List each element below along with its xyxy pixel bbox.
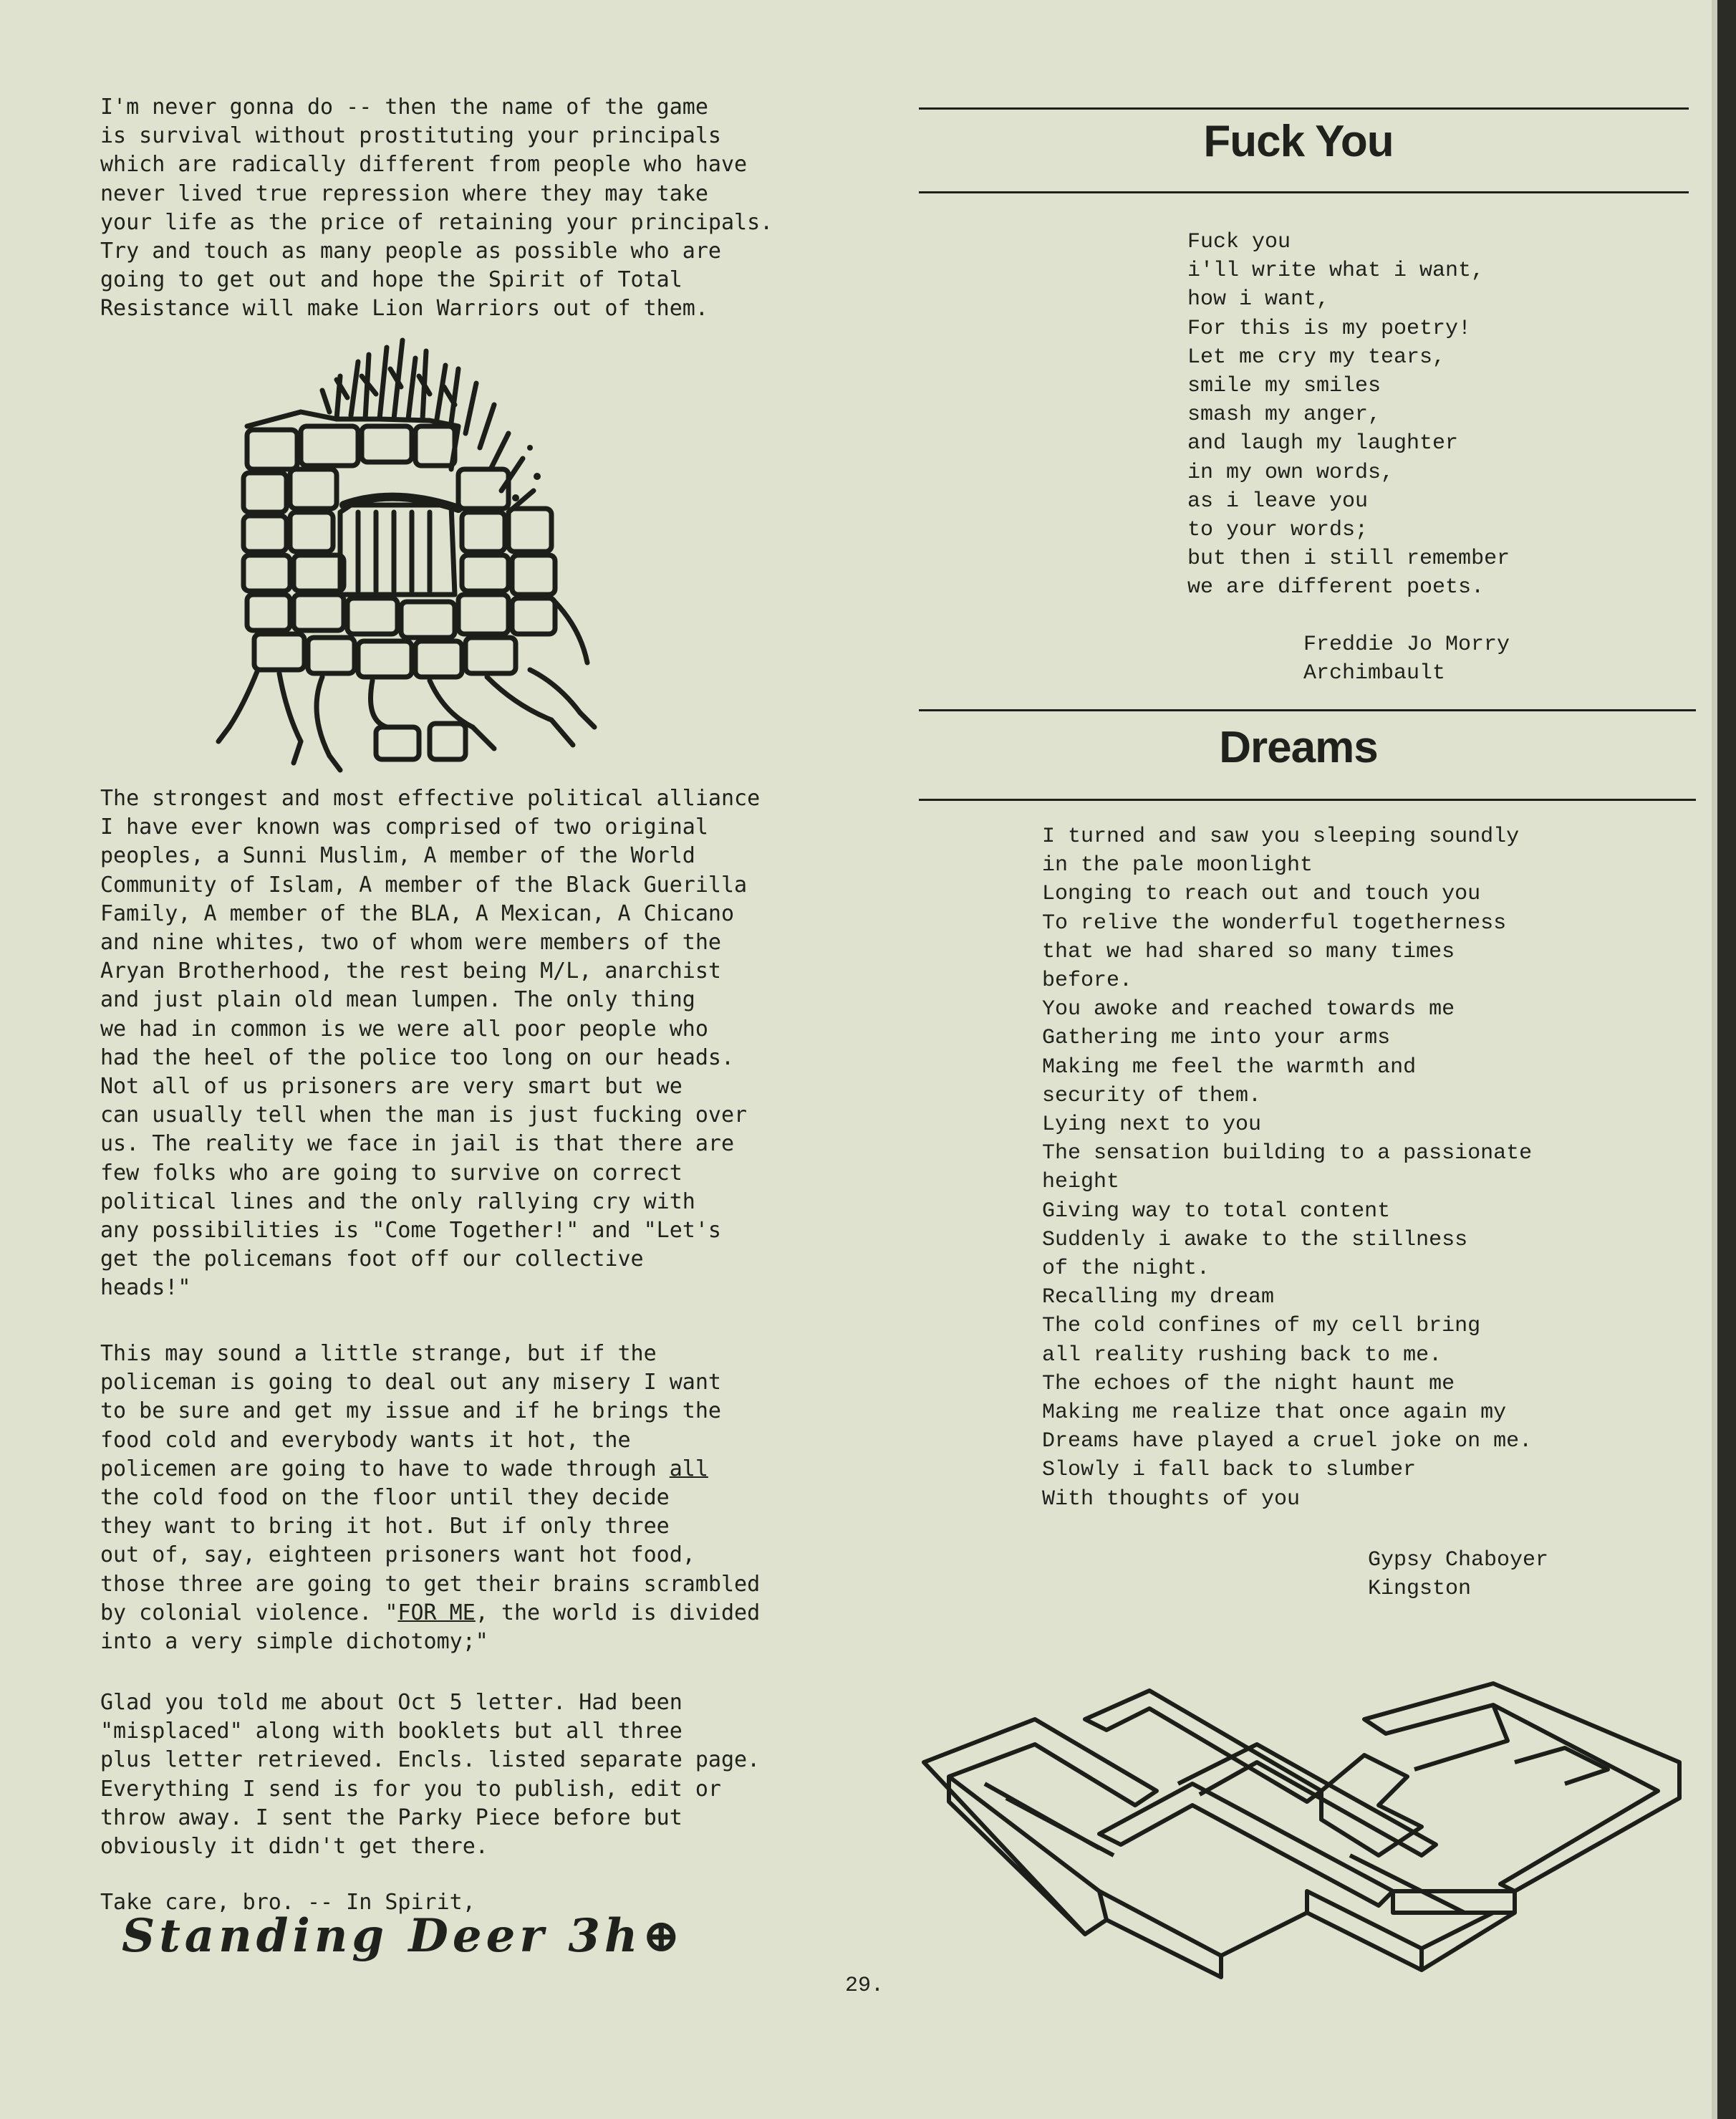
rule-top	[919, 107, 1689, 110]
page-number: 29.	[845, 1974, 884, 1998]
poem-title-dreams: Dreams	[1219, 723, 1378, 772]
poem-title-fuck-you: Fuck You	[1203, 117, 1394, 166]
page-binding-edge	[1717, 0, 1736, 2119]
letter-paragraph-3: This may sound a little strange, but if the policeman is going to deal out any misery I want to be sure and get my issue and if he brings the food cold and everybody wants it hot, the policemen are going to have to wade through all the cold food on the floor until they decide they want to bring it hot. But if only three out of, say, eighteen prisoners want hot food, those three are going to get their brains scrambled by colonial violence. "FOR ME, the world is divided into a very simple dichotomy;"	[100, 1341, 761, 1655]
poem-author-dreams: Gypsy Chaboyer Kingston	[1368, 1548, 1549, 1602]
letter-closing: Take care, bro. -- In Spirit,	[100, 1890, 476, 1915]
rule-under-title-2	[919, 799, 1696, 801]
letter-paragraph-4: Glad you told me about Oct 5 letter. Had been "misplaced" along with booklets but all three plus letter retrieved. Encls. listed separate page. Everything I send is for you to publish, edit or throw away. I sent the Parky Piece before but obviously it didn't get there.	[100, 1690, 761, 1860]
poem-author-fuck-you: Freddie Jo Morry Archimbault	[1303, 633, 1510, 686]
letter-paragraph-2: The strongest and most effective political alliance I have ever known was comprised of two original peoples, a Sunni Muslim, A member of the World Community of Islam, A member of the Black Guerilla Family, A member of the BLA, A Mexican, A Chicano and nine whites, two of whom were members of the Aryan Brotherhood, the rest being M/L, anarchist and just plain old mean lumpen. The only thing we had in common is we were all poor people who had the heel of the police too long on our heads. Not all of us prisoners are very smart but we can usually tell when the man is just fucking over us. The reality we face in jail is that there are few folks who are going to survive on correct political lines and the only rallying cry with any possibilities is "Come Together!" and "Let's get the policemans foot off our collective heads!"	[100, 786, 761, 1301]
prison-wall-illustration	[215, 326, 673, 784]
rule-under-title-1	[919, 191, 1689, 193]
rule-mid	[919, 709, 1696, 711]
handwritten-signature: Standing Deer 3h⊕	[122, 1909, 685, 1963]
letter-paragraph-1: I'm never gonna do -- then the name of the game is survival without prostituting your principals which are radically different from people who have never lived true repression where they may take your life as the price of retaining your principals. Try and touch as many people as possible who are going to get out and hope the Spirit of Total Resistance will make Lion Warriors out of them.	[100, 95, 773, 322]
impossible-shape-illustration	[920, 1676, 1697, 1984]
page-binding-shadow	[1712, 0, 1717, 2119]
poem-body-dreams: I turned and saw you sleeping soundly in the pale moonlight Longing to reach out and touch you To relive the wonderful togetherness that we had shared so many times before. You awoke and reached towards me Gathering me into your arms Making me feel the warmth and security of them. Lying next to you The sensation building to a passionate height Giving way to total content Suddenly i awake to the stillness of the night. Recalling my dream The cold confines of my cell bring all reality rushing back to me. The echoes of the night haunt me Making me realize that once again my Dreams have played a cruel joke on me. Slowly i fall back to slumber With thoughts of you	[1042, 825, 1533, 1512]
poem-body-fuck-you: Fuck you i'll write what i want, how i want, For this is my poetry! Let me cry my tears, smile my smiles smash my anger, and laugh my laughter in my own words, as i leave you to your words; but then i still remember we are different poets.	[1187, 230, 1510, 600]
